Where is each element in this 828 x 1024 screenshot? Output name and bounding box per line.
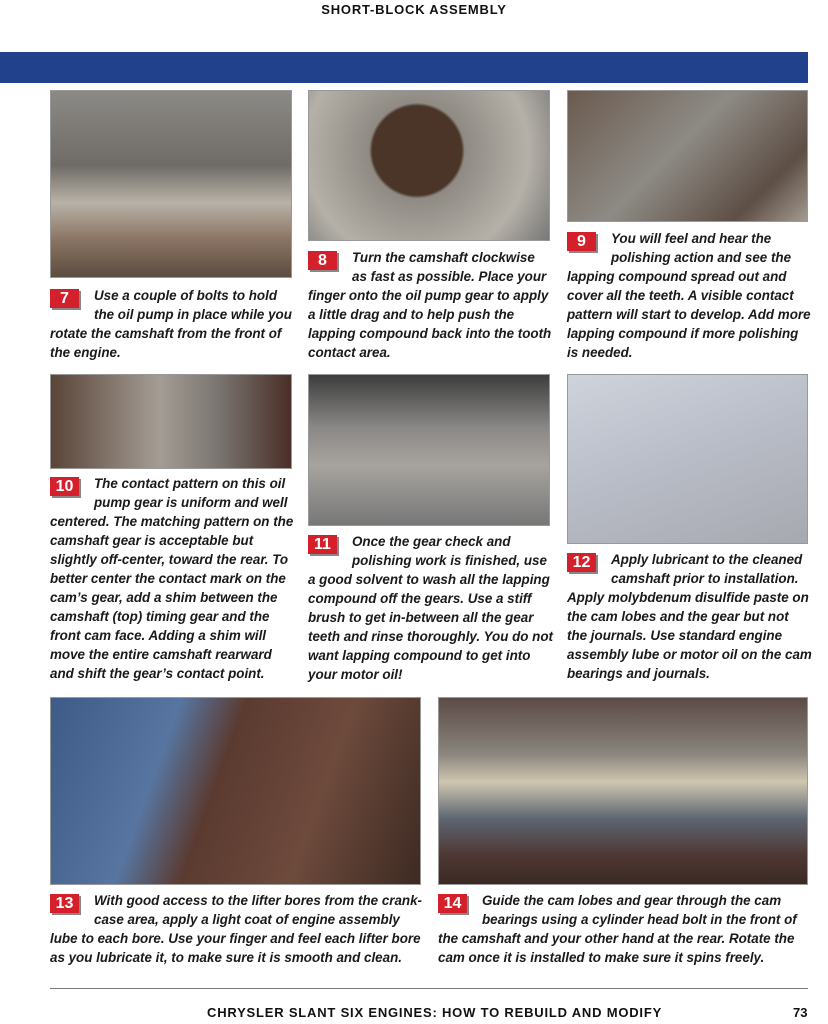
running-head: SHORT-BLOCK ASSEMBLY — [321, 2, 507, 17]
caption-text: Use a couple of bolts to hold the oil pump in place while you rotate the camshaft from the front of the engine. — [50, 288, 292, 360]
step-badge: 10 — [50, 477, 79, 496]
photo-step-13 — [50, 697, 421, 885]
caption-text: With good access to the lifter bores from the crank-case area, apply a light coat of engine assembly lube to each bore. Use your finger and feel each lifter bore as you lubricate it, to make sure it is smooth and clean. — [50, 893, 423, 965]
photo-step-7 — [50, 90, 292, 278]
photo-step-14 — [438, 697, 808, 885]
caption-step-11 — [308, 532, 553, 684]
header-bar — [0, 52, 808, 83]
photo-step-10 — [50, 374, 292, 469]
caption-step-14 — [438, 891, 813, 967]
caption-step-7 — [50, 286, 295, 362]
step-badge: 13 — [50, 894, 79, 913]
step-badge: 11 — [308, 535, 337, 554]
step-badge: 12 — [567, 553, 596, 572]
caption-text: You will feel and hear the polishing action and see the lapping compound spread out and cover all the teeth. A visible contact pattern will start to develop. Add more lapping compound if more polishing is needed. — [567, 231, 811, 360]
caption-step-9 — [567, 229, 812, 362]
photo-step-8 — [308, 90, 550, 241]
photo-step-9 — [567, 90, 808, 222]
step-badge: 8 — [308, 251, 337, 270]
caption-text: Apply lubricant to the cleaned camshaft prior to installation. Apply molybdenum disulfide paste on the cam lobes and the gear but not the journals. Use standard engine assembly lube or motor oil on the cam bearings and journals. — [567, 552, 812, 681]
caption-step-8 — [308, 248, 553, 362]
step-badge: 9 — [567, 232, 596, 251]
page-number: 73 — [793, 1005, 808, 1020]
step-badge: 7 — [50, 289, 79, 308]
caption-text: Once the gear check and polishing work is finished, use a good solvent to wash all the lapping compound off the gears. Use a stiff brush to get in-between all the gear teeth and rinse thoroughly. You do not want lapping compound to get into your motor oil! — [308, 534, 553, 682]
step-badge: 14 — [438, 894, 467, 913]
caption-text: Guide the cam lobes and gear through the cam bearings using a cylinder head bolt in the front of the camshaft and your other hand at the rear. Rotate the cam once it is installed to make sure it spins freely. — [438, 893, 797, 965]
caption-step-13 — [50, 891, 425, 967]
caption-step-10 — [50, 474, 295, 683]
photo-step-12 — [567, 374, 808, 544]
caption-step-12 — [567, 550, 812, 683]
footer-book-title: CHRYSLER SLANT SIX ENGINES: HOW TO REBUILD AND MODIFY — [207, 1005, 663, 1020]
caption-text: The contact pattern on this oil pump gear is uniform and well centered. The matching pattern on the camshaft gear is acceptable but slightly off-center, toward the rear. To better center the contact mark on the cam’s gear, add a shim between the camshaft (top) timing gear and the front cam face. Adding a shim will move the entire camshaft rearward and shift the gear’s contact point. — [50, 476, 294, 681]
caption-text: Turn the camshaft clockwise as fast as possible. Place your finger onto the oil pump gear to apply a little drag and to help push the lapping compound back into the tooth contact area. — [308, 250, 552, 360]
footer-divider — [50, 988, 808, 989]
photo-step-11 — [308, 374, 550, 526]
